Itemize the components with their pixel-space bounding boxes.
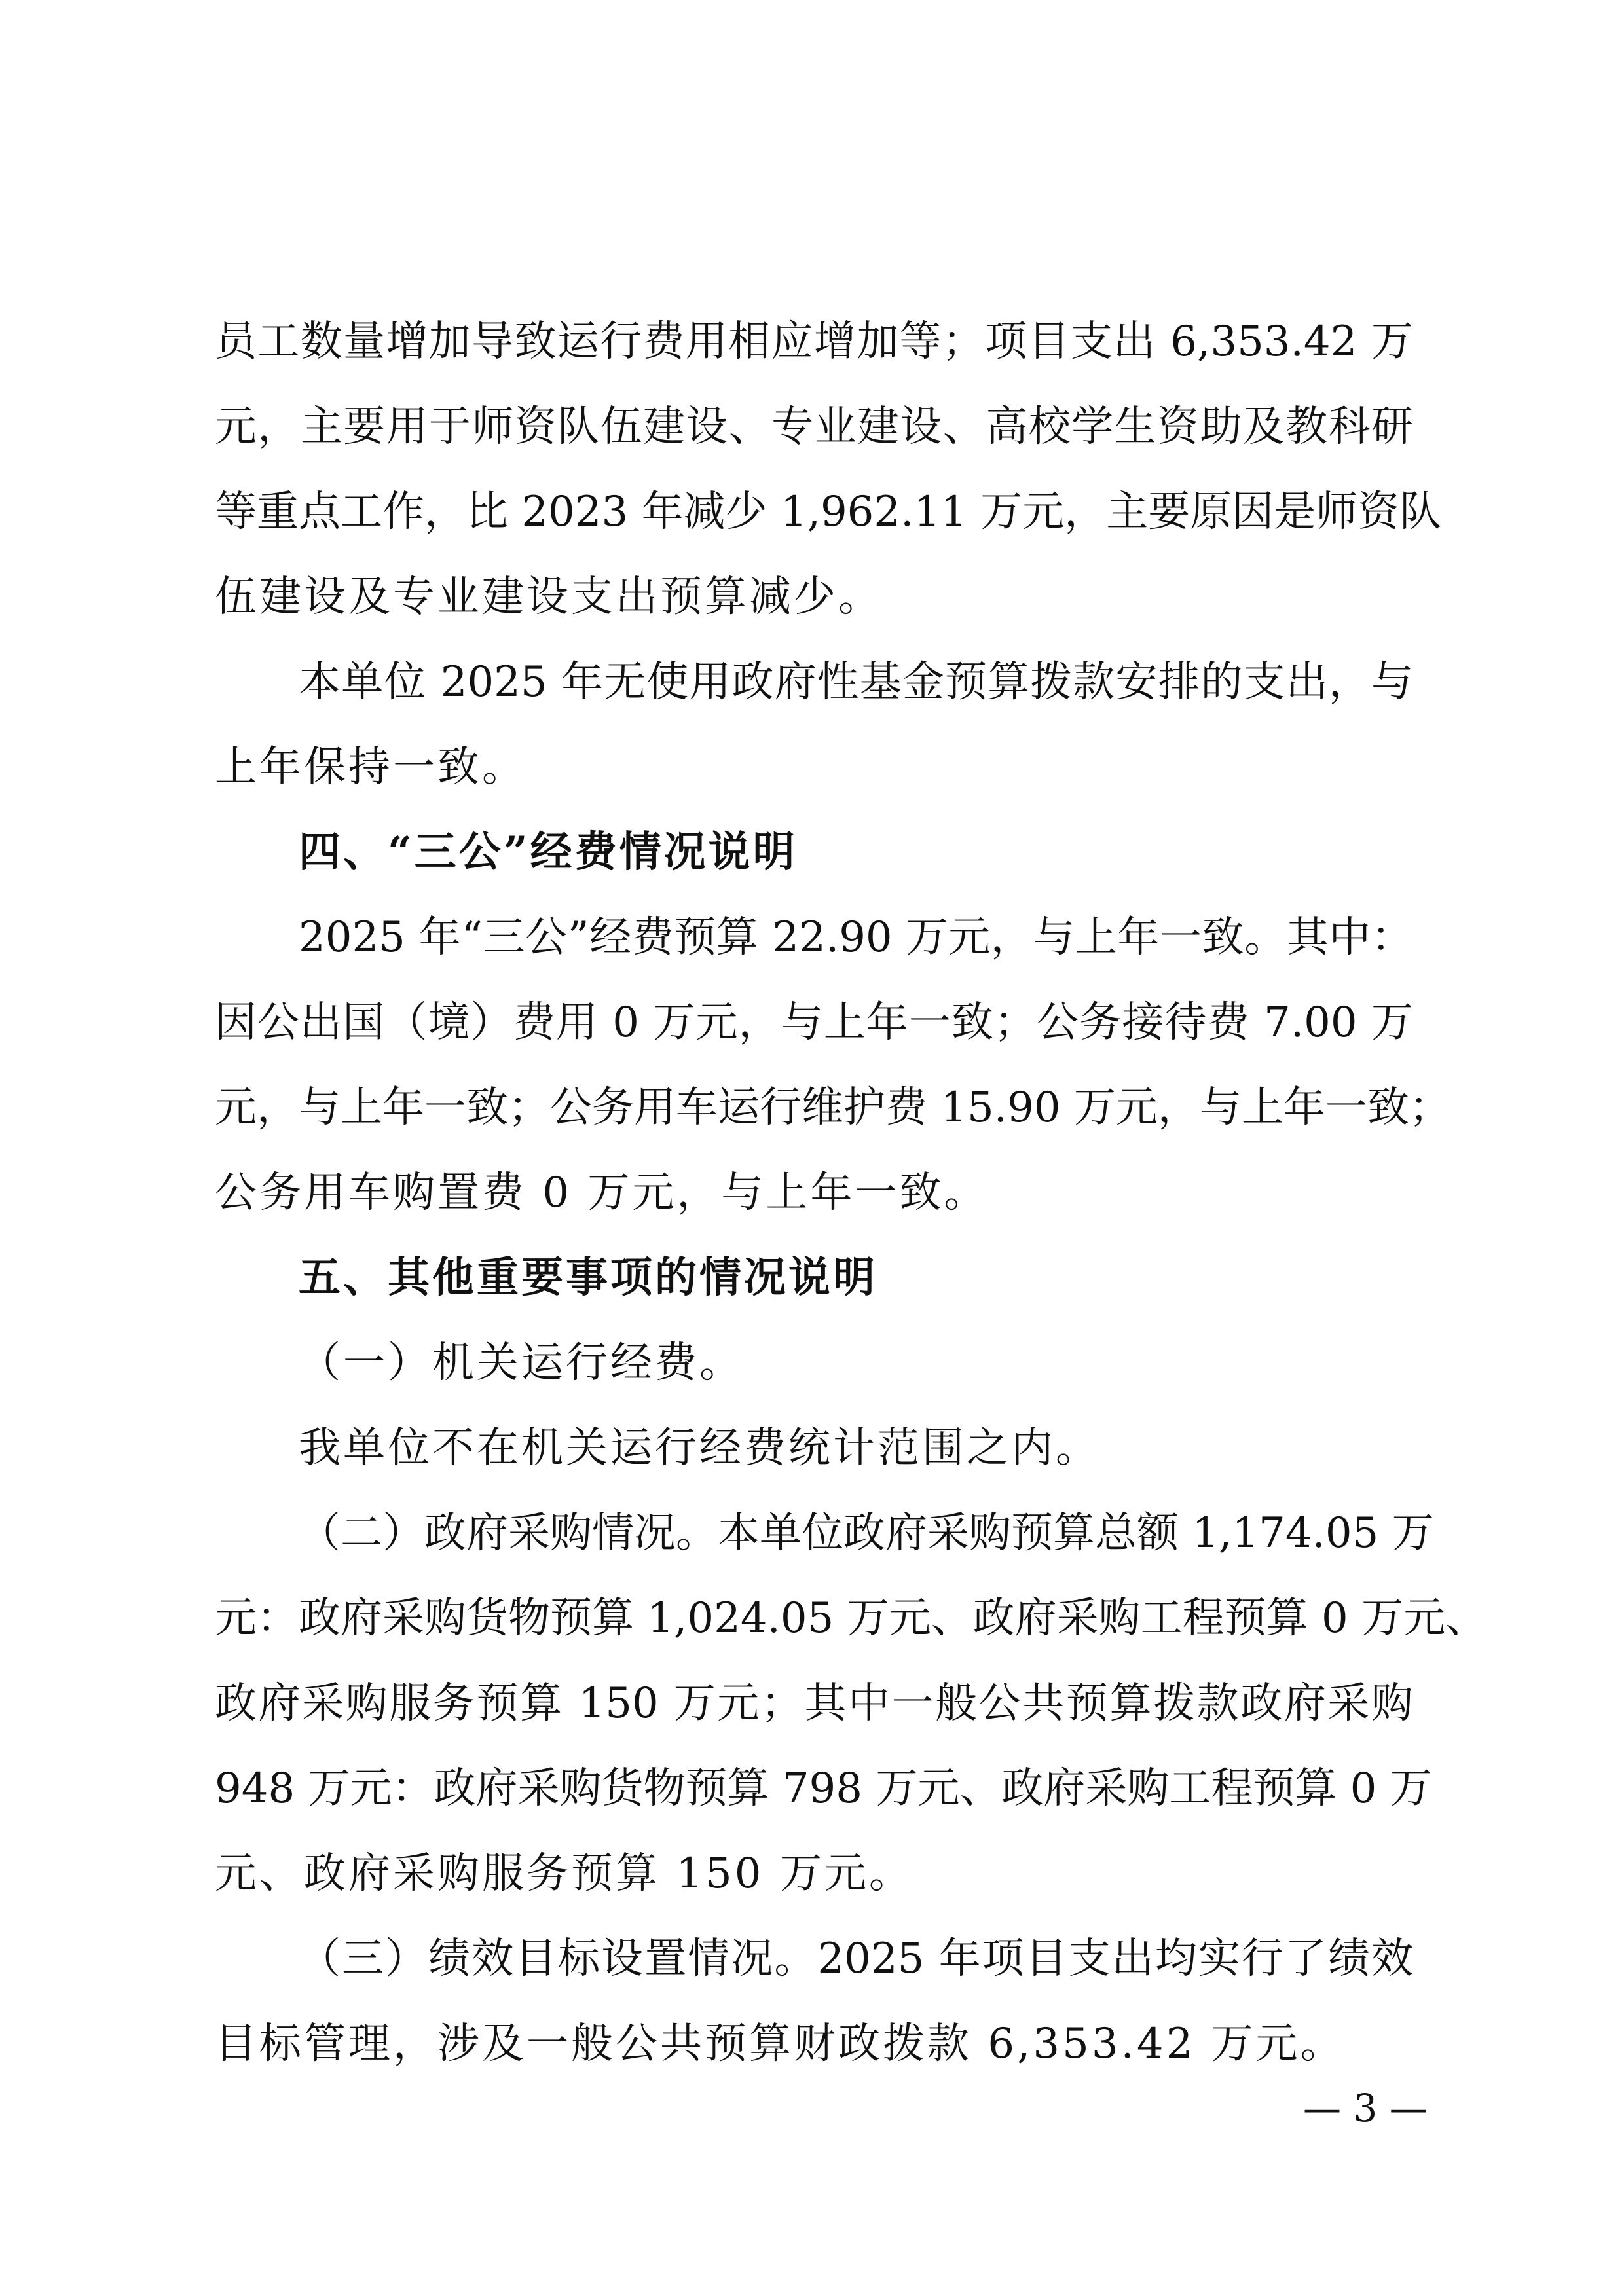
body-text-line: 目标管理，涉及一般公共预算财政拨款 6,353.42 万元。 bbox=[215, 2020, 1345, 2068]
body-text-line: （二）政府采购情况。本单位政府采购预算总额 1,174.05 万 bbox=[299, 1509, 1434, 1558]
subsection-heading: （一）机关运行经费。 bbox=[299, 1339, 744, 1387]
body-text-line: 元，与上年一致；公务用车运行维护费 15.90 万元，与上年一致； bbox=[215, 1084, 1451, 1132]
section-heading: 四、“三公”经费情况说明 bbox=[299, 828, 798, 877]
body-text-line: （三）绩效目标设置情况。2025 年项目支出均实行了绩效 bbox=[299, 1935, 1413, 1983]
body-text-line: 元：政府采购货物预算 1,024.05 万元、政府采购工程预算 0 万元、 bbox=[215, 1594, 1488, 1643]
body-text-line: 元，主要用于师资队伍建设、专业建设、高校学生资助及教科研 bbox=[215, 403, 1413, 451]
body-text-line: 我单位不在机关运行经费统计范围之内。 bbox=[299, 1424, 1100, 1472]
body-text-line: 伍建设及专业建设支出预算减少。 bbox=[215, 573, 883, 621]
body-text-line: 公务用车购置费 0 万元，与上年一致。 bbox=[215, 1169, 989, 1217]
body-text-line: 因公出国（境）费用 0 万元，与上年一致；公务接待费 7.00 万 bbox=[215, 998, 1413, 1047]
body-text-line: 本单位 2025 年无使用政府性基金预算拨款安排的支出，与 bbox=[299, 658, 1413, 706]
body-text-line: 政府采购服务预算 150 万元；其中一般公共预算拨款政府采购 bbox=[215, 1679, 1413, 1728]
page-number: — 3 — bbox=[1303, 2086, 1428, 2130]
body-text-line: 上年保持一致。 bbox=[215, 743, 526, 792]
section-heading: 五、其他重要事项的情况说明 bbox=[299, 1253, 877, 1302]
body-text-line: 等重点工作，比 2023 年减少 1,962.11 万元，主要原因是师资队 bbox=[215, 488, 1442, 536]
body-text-line: 948 万元：政府采购货物预算 798 万元、政府采购工程预算 0 万 bbox=[215, 1764, 1432, 1813]
body-text-line: 员工数量增加导致运行费用相应增加等；项目支出 6,353.42 万 bbox=[215, 318, 1413, 366]
body-text-line: 元、政府采购服务预算 150 万元。 bbox=[215, 1850, 913, 1898]
body-text-line: 2025 年“三公”经费预算 22.90 万元，与上年一致。其中： bbox=[299, 913, 1413, 962]
